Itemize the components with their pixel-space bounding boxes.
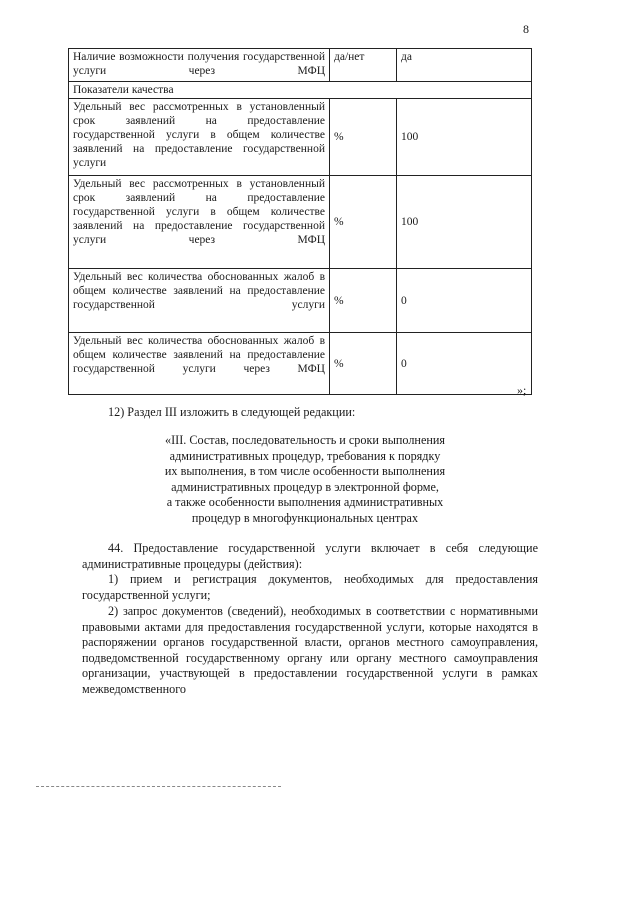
indicator-cell: Удельный вес рассмотренных в установленный срок заявлений на предоставление государственной услуги в общем количестве заявлений на предоставление государственной услуги bbox=[69, 99, 330, 176]
table-row bbox=[69, 176, 532, 269]
indicator-cell: Наличие возможности получения государственной услуги через МФЦ bbox=[69, 49, 330, 82]
item-12: 12) Раздел III изложить в следующей редакции: bbox=[108, 405, 356, 419]
indicator-cell: Удельный вес рассмотренных в установленный срок заявлений на предоставление государственной услуги в общем количестве заявлений на предоставление государственной услуги через МФЦ bbox=[69, 176, 330, 269]
value-cell: 0 bbox=[397, 333, 532, 395]
section-row bbox=[69, 82, 532, 99]
section-title-line: административных процедур, требования к порядку bbox=[169, 448, 441, 463]
indicators-table bbox=[68, 48, 532, 395]
value-cell: 0 bbox=[397, 269, 532, 333]
section-title-line: процедур в многофункциональных центрах bbox=[191, 510, 419, 525]
section-title bbox=[130, 433, 480, 526]
section-title-line: их выполнения, в том числе особенности выполнения bbox=[164, 464, 446, 478]
paragraph-1: 1) прием и регистрация документов, необходимых для предоставления государственной услуги; bbox=[82, 572, 538, 602]
page-number: 8 bbox=[523, 22, 529, 36]
value-cell: да bbox=[397, 49, 532, 82]
paragraph-44: 44. Предоставление государственной услуги включает в себя следующие административные процедуры (действия): bbox=[82, 541, 538, 571]
value-cell: 100 bbox=[397, 176, 532, 269]
unit-cell: % bbox=[330, 176, 397, 269]
unit-cell: % bbox=[330, 269, 397, 333]
section-title-line: административных процедур в электронной форме, bbox=[171, 479, 439, 494]
unit-cell: % bbox=[330, 99, 397, 176]
closing-quote: »; bbox=[517, 383, 527, 397]
value-cell: 100 bbox=[397, 99, 532, 176]
footer-line bbox=[36, 786, 281, 787]
indicator-cell: Удельный вес количества обоснованных жалоб в общем количестве заявлений на предоставление государственной услуги через МФЦ bbox=[69, 333, 330, 395]
table-row bbox=[69, 99, 532, 176]
table-row bbox=[69, 333, 532, 395]
unit-cell: % bbox=[330, 333, 397, 395]
unit-cell: да/нет bbox=[330, 49, 397, 82]
section-title-line: «III. Состав, последовательность и сроки выполнения bbox=[164, 433, 446, 447]
indicator-cell: Удельный вес количества обоснованных жалоб в общем количестве заявлений на предоставление государственной услуги bbox=[69, 269, 330, 333]
section-label: Показатели качества bbox=[69, 82, 532, 99]
section-title-line: а также особенности выполнения административных bbox=[166, 495, 444, 509]
paragraph-2: 2) запрос документов (сведений), необходимых в соответствии с нормативными правовыми актами для предоставления государственной услуги, которые находятся в распоряжении органов государственной власти, органов местного самоуправления, подведомственной государственному органу или органу местного самоуправления организации, участвующей в предоставлении государственной услуги в рамках межведомственного bbox=[82, 604, 538, 696]
table-row bbox=[69, 269, 532, 333]
table-row bbox=[69, 49, 532, 82]
